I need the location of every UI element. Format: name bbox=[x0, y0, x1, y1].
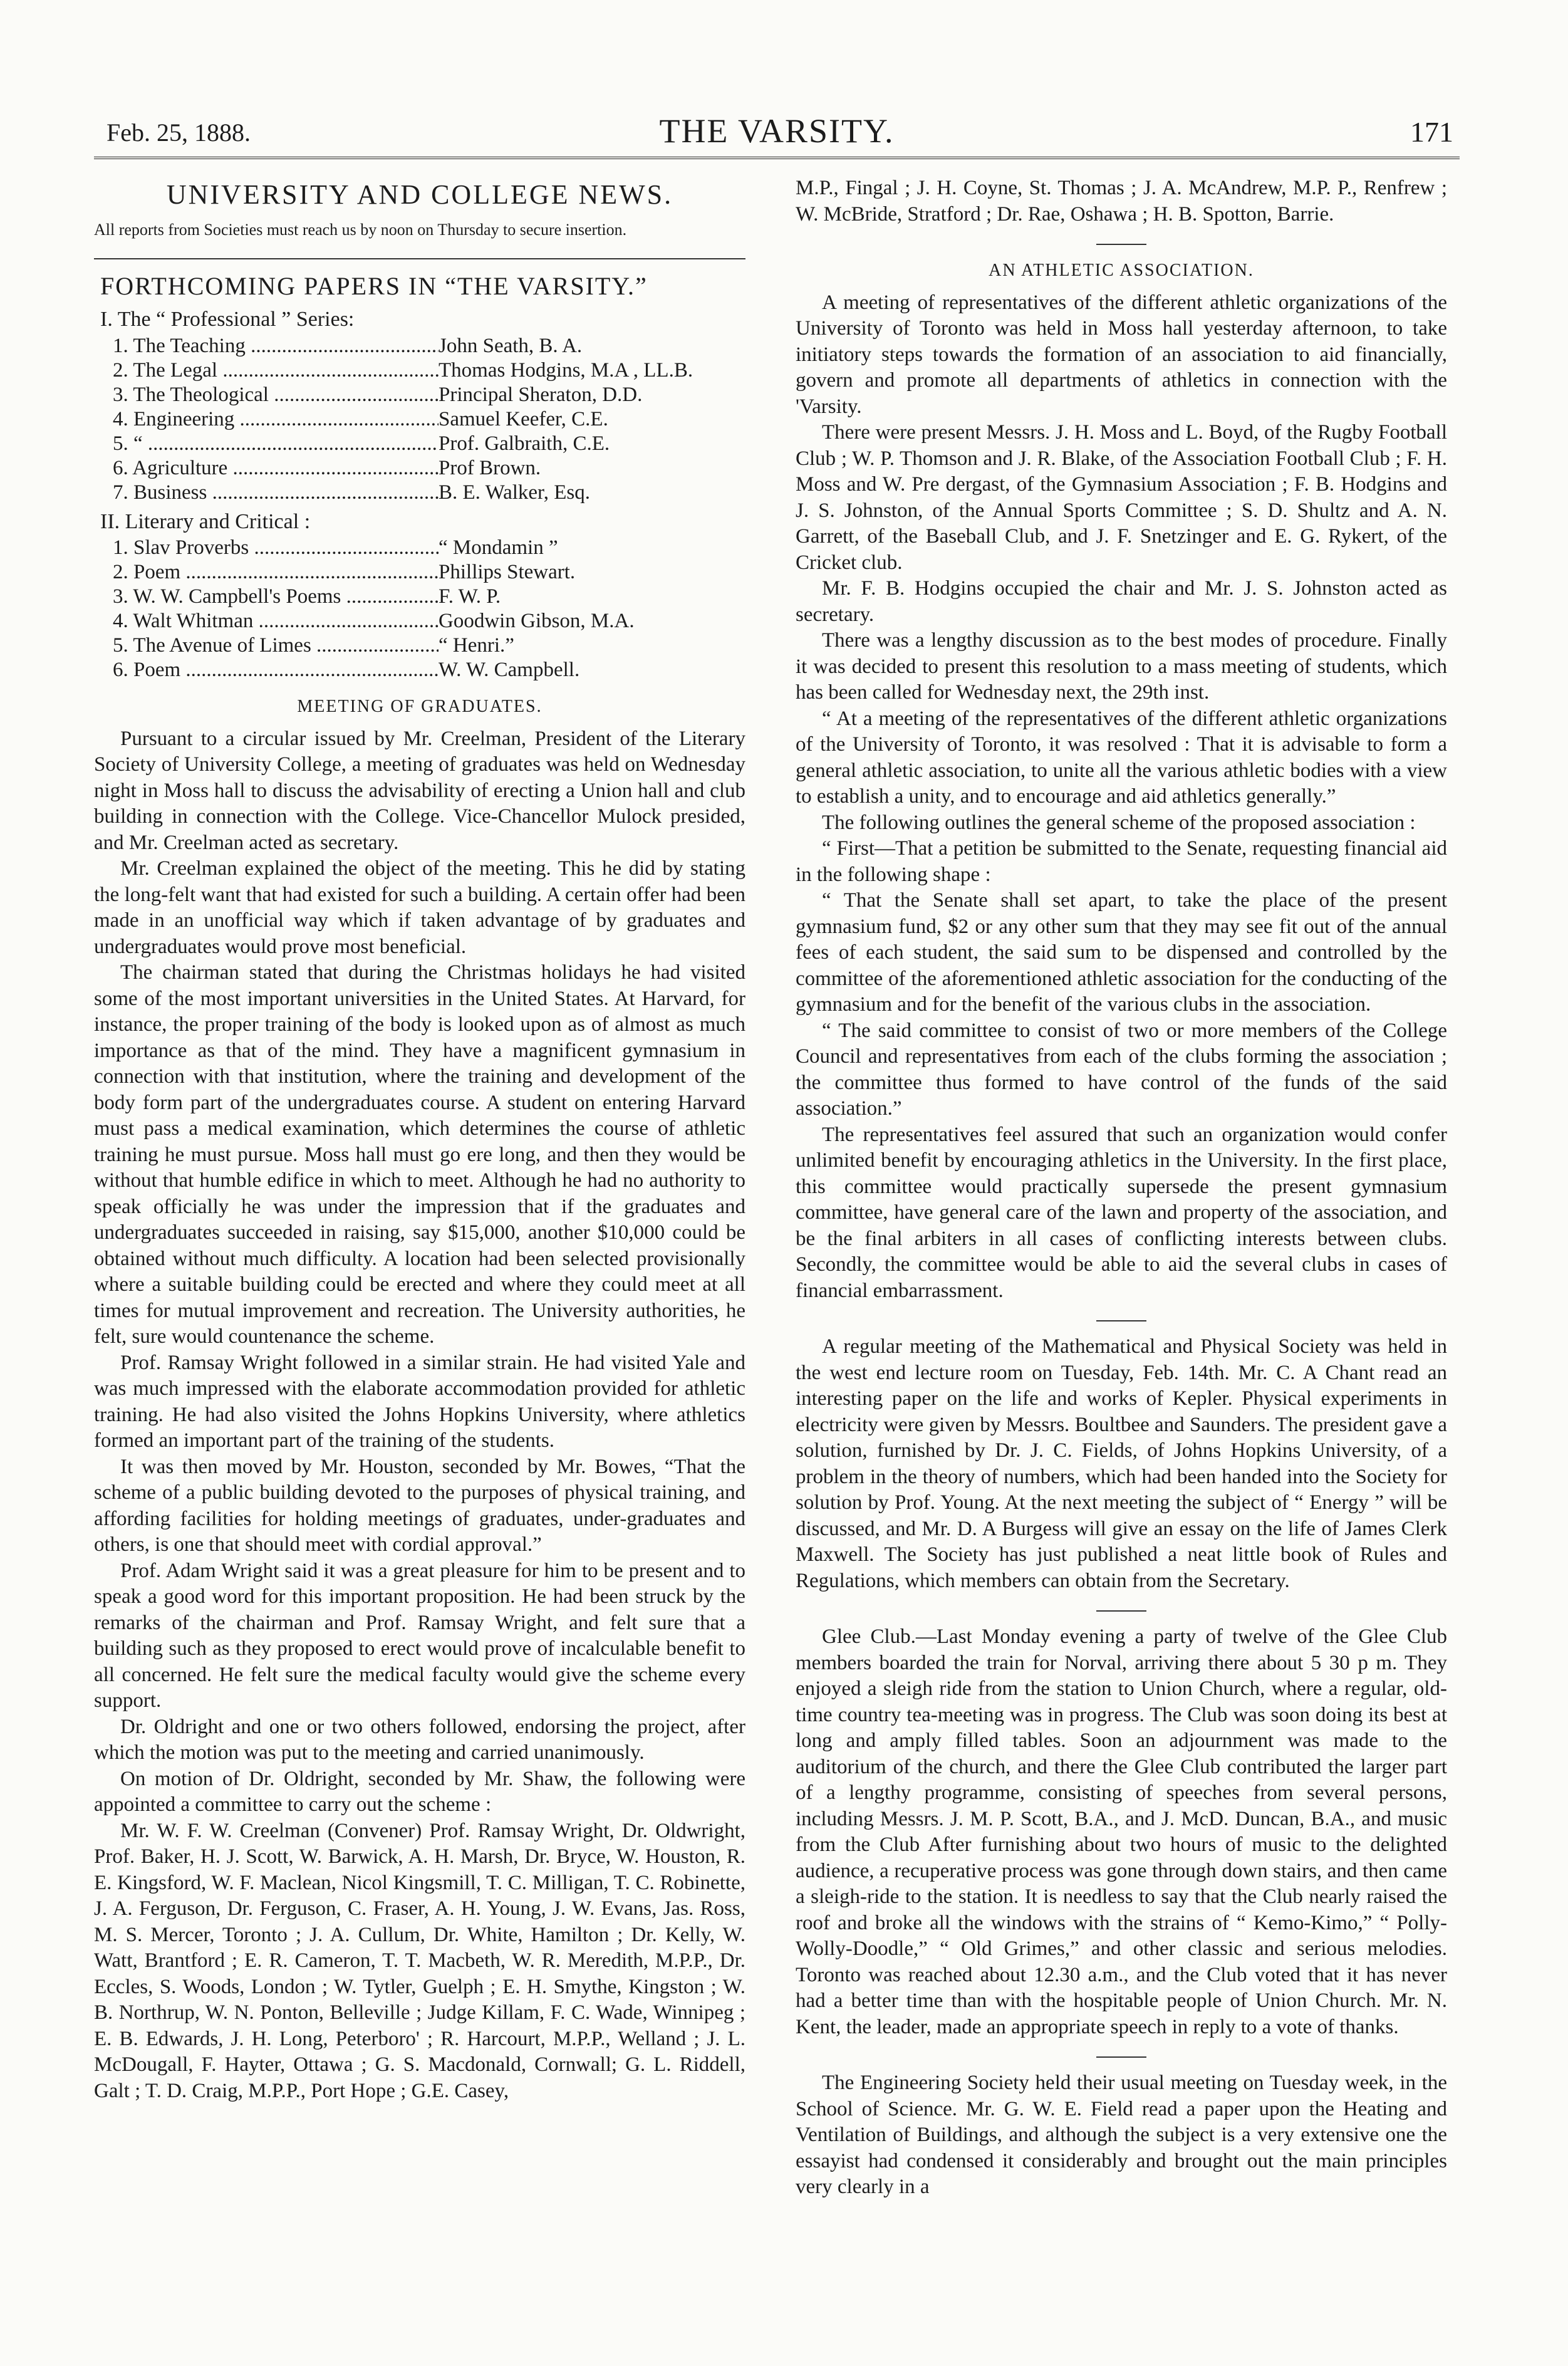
section-title: UNIVERSITY AND COLLEGE NEWS. bbox=[166, 179, 673, 210]
list-item: 5. The Avenue of Limes ..... “ Henri.” bbox=[113, 633, 745, 658]
header-rule bbox=[94, 157, 1460, 159]
list-item: 3. The Theological ..... Principal Sheraton, D.D. bbox=[113, 383, 745, 407]
professional-series-list bbox=[113, 334, 745, 505]
page-number: 171 bbox=[1410, 116, 1453, 148]
divider bbox=[1096, 2056, 1146, 2058]
list-item: 2. The Legal ..... Thomas Hodgins, M.A , LL.B. bbox=[113, 358, 745, 383]
list-item: 3. W. W. Campbell's Poems ..... F. W. P. bbox=[113, 585, 745, 609]
divider bbox=[1096, 244, 1146, 245]
list-item: 2. Poem ..... Phillips Stewart. bbox=[113, 560, 745, 585]
athletic-heading: AN ATHLETIC ASSOCIATION. bbox=[989, 261, 1254, 280]
masthead-title: THE VARSITY. bbox=[659, 112, 895, 150]
series-title-literary: II. Literary and Critical : bbox=[100, 509, 311, 533]
glee-club-paragraph: Glee Club.—Last Monday evening a party of twelve of the Glee Club members boarded the train for Norval, arriving there about 5 30 p m. They enjoyed a sleigh ride from the station to Union Church, where a regular, old-time country tea-meeting was in progress. The Club was soon doing its best at long and amply filled tables. Soon an adjournment was made to the auditorium of the church, and there the Glee Club contributed the larger part of a lengthy programme, consisting of speeches from several persons, including Messrs. J. M. P. Scott, B.A., and J. McD. Duncan, B.A., and music from the Club After furnishing about two hours of music to the delighted audience, a recuperative process was gone through down stairs, and then came a sleigh-ride to the station. It is needless to say that the Club nearly raised the roof and broke all the windows with the strains of “ Kemo-Kimo,” “ Polly-Wolly-Doodle,” “ Old Grimes,” and other classic and serious melodies. Toronto was reached about 12.30 a.m., and the Club voted that it has never had a better time than with the hospitable people of Union Church. Mr. N. Kent, the leader, made an appropriate speech in reply to a vote of thanks. bbox=[796, 1625, 1447, 2038]
paragraph: “ First—That a petition be submitted to the Senate, requesting financial aid in the following shape : bbox=[796, 837, 1447, 886]
paragraph: There were present Messrs. J. H. Moss and L. Boyd, of the Rugby Football Club ; W. P. Thomson and J. R. Blake, of the Association Football Club ; F. H. Moss and W. Pre dergast, of the Gymnasium Association ; F. B. Hodgins and J. S. Johnston, of the Annual Sports Committee ; S. D. Shultz and A. N. Garrett, of the Baseball Club, and J. F. Snetzinger and E. G. Rykert, of the Cricket club. bbox=[796, 421, 1447, 574]
graduates-heading: MEETING OF GRADUATES. bbox=[297, 697, 543, 716]
paragraph: “ That the Senate shall set apart, to take the place of the present gymnasium fund, $2 or any other sum that they may see fit out of the annual fees of each student, the said sum to be dispensed and controlled by the committee of the aforementioned athletic association for the conducting of the gymnasium and for the benefit of the various clubs in the association. bbox=[796, 889, 1447, 1016]
running-head bbox=[94, 107, 1460, 157]
paragraph: “ The said committee to consist of two or more members of the College Council and representatives from each of the clubs forming the association ; the committee thus formed to have control of the funds of the said association.” bbox=[796, 1019, 1447, 1120]
paragraph: A meeting of representatives of the different athletic organizations of the University of Toronto was held in Moss hall yesterday afternoon, to take initiatory steps towards the formation of an association to aid financially, govern and promote all departments of athletics in connection with the 'Varsity. bbox=[796, 291, 1447, 418]
left-column bbox=[94, 175, 745, 2104]
list-item: 4. Engineering ..... Samuel Keefer, C.E. bbox=[113, 407, 745, 432]
list-item: 6. Agriculture ..... Prof Brown. bbox=[113, 456, 745, 481]
paragraph: On motion of Dr. Oldright, seconded by Mr. Shaw, the following were appointed a committee to carry out the scheme : bbox=[94, 1767, 745, 1816]
right-column bbox=[796, 175, 1447, 2201]
issue-date: Feb. 25, 1888. bbox=[106, 118, 251, 147]
divider bbox=[1096, 1610, 1146, 1612]
paragraph: The chairman stated that during the Christmas holidays he had visited some of the most important universities in the United States. At Harvard, for instance, the proper training of the body is looked upon as of almost as much importance as that of the mind. They have a magnificent gymnasium in connection with that institution, where the training and development of the body form part of the undergraduates course. A student on entering Harvard must pass a medical examination, which determines the course of athletic training he must pursue. Moss hall must go ere long, and then they would be without that humble edifice in which to meet. Although he had no authority to speak officially he was under the impression that if the graduates and undergraduates succeeded in raising, say $15,000, another $10,000 could be obtained without much difficulty. A location had been selected provisionally where a suitable building could be erected and where they could meet at all times for mutual improvement and recreation. The University authorities, he felt, sure would countenance the scheme. bbox=[94, 961, 745, 1348]
committee-list: Mr. W. F. W. Creelman (Convener) Prof. Ramsay Wright, Dr. Oldwright, Prof. Baker, H. J. Scott, W. Barwick, A. H. Marsh, Dr. Bryce, W. Houston, R. E. Kingsford, W. F. Maclean, Nicol Kingsmill, T. C. Milligan, T. C. Robinette, J. A. Ferguson, Dr. Ferguson, C. Fraser, A. H. Young, J. W. Evans, Jas. Ross, M. S. Mercer, Toronto ; J. A. Cullum, Dr. White, Hamilton ; Dr. Kelly, W. Watt, Brantford ; E. R. Cameron, T. T. Macbeth, W. R. Meredith, M.P.P., Dr. Eccles, S. Woods, London ; W. Tytler, Guelph ; E. H. Smythe, Kingston ; W. B. Northrup, W. N. Ponton, Belleville ; Judge Killam, F. C. Wade, Winnipeg ; E. B. Edwards, J. H. Long, Peterboro' ; R. Harcourt, M.P.P., Welland ; J. L. McDougall, F. Hayter, Ottawa ; G. S. Macdonald, Cornwall; G. L. Riddell, Galt ; T. D. Craig, M.P.P., Port Hope ; G.E. Casey, bbox=[94, 1819, 745, 2102]
paragraph: There was a lengthy discussion as to the best modes of procedure. Finally it was decided to present this resolution to a mass meeting of students, which has been called for Wednesday next, the 29th inst. bbox=[796, 629, 1447, 704]
math-society-paragraph: A regular meeting of the Mathematical and Physical Society was held in the west end lecture room on Tuesday, Feb. 14th. Mr. C. A Chant read an interesting paper on the life and works of Kepler. Physical experiments in electricity were given by Messrs. Boultbee and Saunders. The president gave a solution, furnished by Dr. J. C. Fields, of Johns Hopkins University, of a problem in the theory of numbers, which had been handed into the Society for solution by Prof. Young. At the next meeting the subject of “ Energy ” will be discussed, and Mr. D. A Burgess will give an essay on the life of James Clerk Maxwell. The Society has just published a neat little book of Rules and Regulations, which members can obtain from the Secretary. bbox=[796, 1335, 1447, 1592]
series-title-professional: I. The “ Professional ” Series: bbox=[100, 308, 355, 331]
paragraph: It was then moved by Mr. Houston, seconded by Mr. Bowes, “That the scheme of a public building devoted to the purposes of physical training, and affording facilities for holding meetings of graduates, under-graduates and others, is one that should meet with cordial approval.” bbox=[94, 1455, 745, 1556]
list-item: 4. Walt Whitman ..... Goodwin Gibson, M.A. bbox=[113, 609, 745, 633]
engineering-society-paragraph: The Engineering Society held their usual meeting on Tuesday week, in the School of Science. Mr. G. W. E. Field read a paper upon the Heating and Ventilation of Buildings, and although the subject is a very extensive one the essayist had condensed it considerably and brought out the main principles very clearly in a bbox=[796, 2072, 1447, 2198]
literary-series-list bbox=[113, 536, 745, 682]
paragraph: The representatives feel assured that such an organization would confer unlimited benefit by encouraging athletics in the University. In the first place, this committee would practically supersede the present gymnasium committee, have general care of the lawn and property of the association, and be the final arbiters in all cases of conflicting interests between clubs. Secondly, the committee would be able to aid the several clubs in cases of financial embarrassment. bbox=[796, 1123, 1447, 1302]
paragraph: Prof. Adam Wright said it was a great pleasure for him to be present and to speak a good word for this important proposition. He had been struck by the remarks of the chairman and Prof. Ramsay Wright, and felt sure that a building such as they proposed to erect would prove of incalculable benefit to all concerned. He felt sure the medical faculty would give the scheme every support. bbox=[94, 1559, 745, 1712]
list-item: 6. Poem ..... W. W. Campbell. bbox=[113, 658, 745, 682]
paragraph: “ At a meeting of the representatives of the different athletic organizations of the University of Toronto, it was resolved : That it is advisable to form a general athletic association, to unite all the various athletic bodies with a view to establish a unity, and to encourage and aid athletics generally.” bbox=[796, 707, 1447, 808]
paragraph: The following outlines the general scheme of the proposed association : bbox=[822, 811, 1416, 834]
committee-continuation: M.P., Fingal ; J. H. Coyne, St. Thomas ; J. A. McAndrew, M.P. P., Renfrew ; W. McBride, Stratford ; Dr. Rae, Oshawa ; H. B. Spotton, Barrie. bbox=[796, 177, 1447, 226]
list-item: 7. Business ..... B. E. Walker, Esq. bbox=[113, 481, 745, 505]
list-item: 1. Slav Proverbs ..... “ Mondamin ” bbox=[113, 536, 745, 560]
paragraph: Pursuant to a circular issued by Mr. Creelman, President of the Literary Society of University College, a meeting of graduates was held on Wednesday night in Moss hall to discuss the advisability of erecting a Union hall and club building in connection with the College. Vice-Chancellor Mulock presided, and Mr. Creelman acted as secretary. bbox=[94, 727, 745, 854]
submission-notice: All reports from Societies must reach us by noon on Thursday to secure insertion. bbox=[94, 220, 627, 239]
list-item: 5. “ ..... Prof. Galbraith, C.E. bbox=[113, 432, 745, 456]
paragraph: Mr. F. B. Hodgins occupied the chair and Mr. J. S. Johnston acted as secretary. bbox=[796, 577, 1447, 626]
newspaper-page bbox=[94, 81, 1460, 2337]
list-item: 1. The Teaching ..... John Seath, B. A. bbox=[113, 334, 745, 358]
section-divider bbox=[94, 258, 745, 259]
paragraph: Mr. Creelman explained the object of the meeting. This he did by stating the long-felt want that had existed for such a building. A certain offer had been made in an unofficial way which if taken advantage of by graduates and undergraduates would prove most beneficial. bbox=[94, 857, 745, 958]
paragraph: Prof. Ramsay Wright followed in a similar strain. He had visited Yale and was much impressed with the elaborate accommodation provided for athletic training. He had also visited the Johns Hopkins University, where athletics formed an important part of the training of the students. bbox=[94, 1351, 745, 1452]
forthcoming-title: FORTHCOMING PAPERS IN “THE VARSITY.” bbox=[100, 271, 648, 300]
divider bbox=[1096, 1320, 1146, 1321]
paragraph: Dr. Oldright and one or two others followed, endorsing the project, after which the motion was put to the meeting and carried unanimously. bbox=[94, 1715, 745, 1764]
